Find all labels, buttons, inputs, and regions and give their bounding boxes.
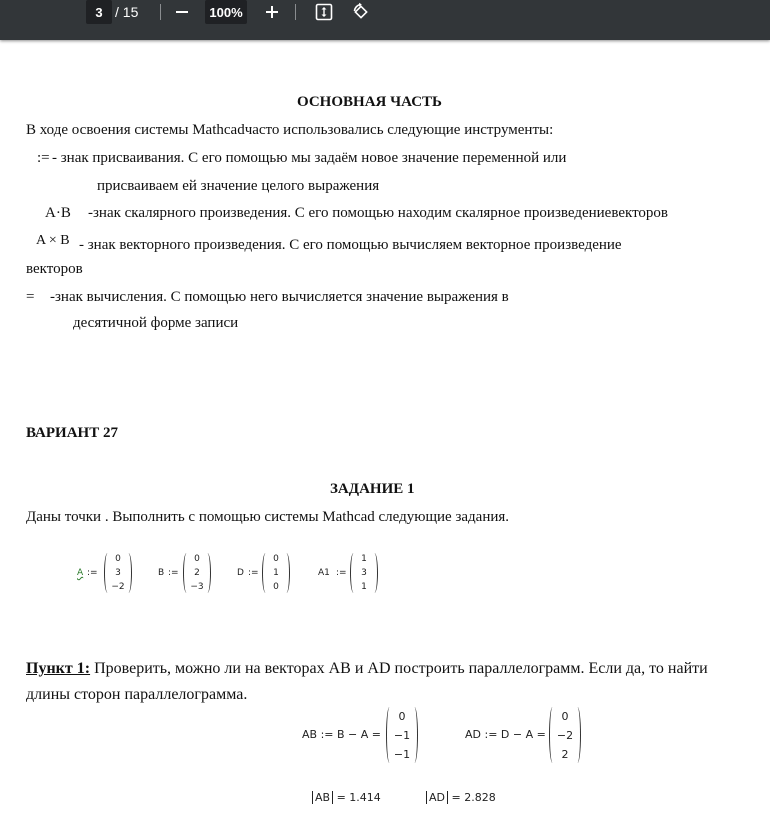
- vector-value: 3: [361, 568, 367, 578]
- eval-desc: -знак вычисления. С помощью него вычисляется значение выражения в: [50, 289, 509, 305]
- page-number-input[interactable]: 3: [86, 0, 112, 24]
- vector-value: 0: [273, 582, 279, 592]
- pdf-toolbar: [0, 0, 770, 40]
- vector-ab-result: [386, 705, 418, 765]
- vector-value: 1: [361, 554, 367, 564]
- vector-value: 0: [561, 709, 569, 723]
- point-d-vector: [262, 551, 290, 595]
- vector-value: −1: [393, 728, 411, 742]
- variant-heading: ВАРИАНТ 27: [26, 425, 118, 441]
- point-name: A1: [318, 568, 330, 578]
- vector-value: 0: [115, 554, 121, 564]
- rotate-icon: [351, 2, 371, 22]
- assign-op: :=: [87, 568, 98, 578]
- eval-desc-cont: десятичной форме записи: [73, 315, 239, 331]
- vector-ad-result: [549, 705, 581, 765]
- assign-op: :=: [336, 568, 347, 578]
- vector-ab-expression: AB := B − A =: [302, 728, 381, 741]
- norm-ab-name: AB: [312, 791, 333, 804]
- separator: [295, 4, 296, 20]
- vector-value: 1: [273, 568, 279, 578]
- vector-value: 0: [194, 554, 200, 564]
- item-1-label: Пункт 1:: [26, 660, 91, 677]
- vector-ad-expression: AD := D − A =: [465, 728, 546, 741]
- assign-op: :=: [168, 568, 179, 578]
- zoom-out-button[interactable]: [172, 0, 192, 24]
- norm-ad-name: AD: [426, 791, 448, 804]
- point-a1-vector: [350, 551, 378, 595]
- vector-value: −2: [556, 728, 574, 742]
- assign-desc: - знак присваивания. С его помощью мы задаём новое значение переменной или: [52, 150, 567, 166]
- zoom-in-button[interactable]: [262, 0, 282, 24]
- task-heading: ЗАДАНИЕ 1: [330, 481, 415, 497]
- zoom-level-input[interactable]: 100%: [205, 0, 247, 24]
- cross-desc-cont: векторов: [26, 261, 83, 277]
- vector-value: −3: [190, 582, 204, 592]
- point-b-vector: [183, 551, 211, 595]
- norm-ab-value: = 1.414: [336, 791, 381, 804]
- minus-icon: [175, 5, 189, 19]
- item-1-text: Проверить, можно ли на векторах AB и AD построить параллелограмм. Если да, то найти: [90, 660, 708, 677]
- rotate-button[interactable]: [348, 0, 374, 24]
- cross-symbol: A × B: [36, 233, 70, 248]
- plus-icon: [265, 5, 279, 19]
- item-1-paragraph: [26, 660, 708, 678]
- intro-text: В ходе освоения системы Mathcadчасто использовались следующие инструменты:: [26, 122, 554, 138]
- vector-value: 2: [561, 747, 569, 761]
- separator: [160, 4, 161, 20]
- norm-ad: [426, 791, 496, 804]
- point-name: B: [158, 568, 165, 578]
- dot-desc: -знак скалярного произведения. С его помощью находим скалярное произведениевекторов: [88, 205, 669, 221]
- task-text: Даны точки . Выполнить с помощью системы Mathcad следующие задания.: [26, 509, 510, 525]
- assign-symbol: :=: [37, 150, 50, 166]
- vector-value: 1: [361, 582, 367, 592]
- norm-ad-value: = 2.828: [451, 791, 496, 804]
- fit-page-icon: [315, 3, 333, 21]
- vector-value: 0: [273, 554, 279, 564]
- assign-desc-cont: присваиваем ей значение целого выражения: [97, 178, 380, 194]
- cross-desc: - знак векторного произведения. С его помощью вычисляем векторное произведение: [79, 237, 622, 253]
- assign-op: :=: [248, 568, 259, 578]
- vector-value: 0: [398, 709, 406, 723]
- vector-value: 3: [115, 568, 121, 578]
- vector-value: 2: [194, 568, 200, 578]
- vector-value: −2: [111, 582, 125, 592]
- point-a-vector: [104, 551, 132, 595]
- page-total: / 15: [115, 4, 139, 20]
- dot-symbol: A·B: [45, 205, 71, 221]
- section-heading: ОСНОВНАЯ ЧАСТЬ: [297, 94, 442, 110]
- item-1-text-cont: длины сторон параллелограмма.: [26, 686, 248, 703]
- eval-symbol: =: [26, 289, 35, 305]
- norm-ab: [312, 791, 381, 804]
- point-name: D: [237, 568, 244, 578]
- point-name: A: [77, 568, 84, 578]
- vector-value: −1: [393, 747, 411, 761]
- fit-page-button[interactable]: [312, 0, 336, 24]
